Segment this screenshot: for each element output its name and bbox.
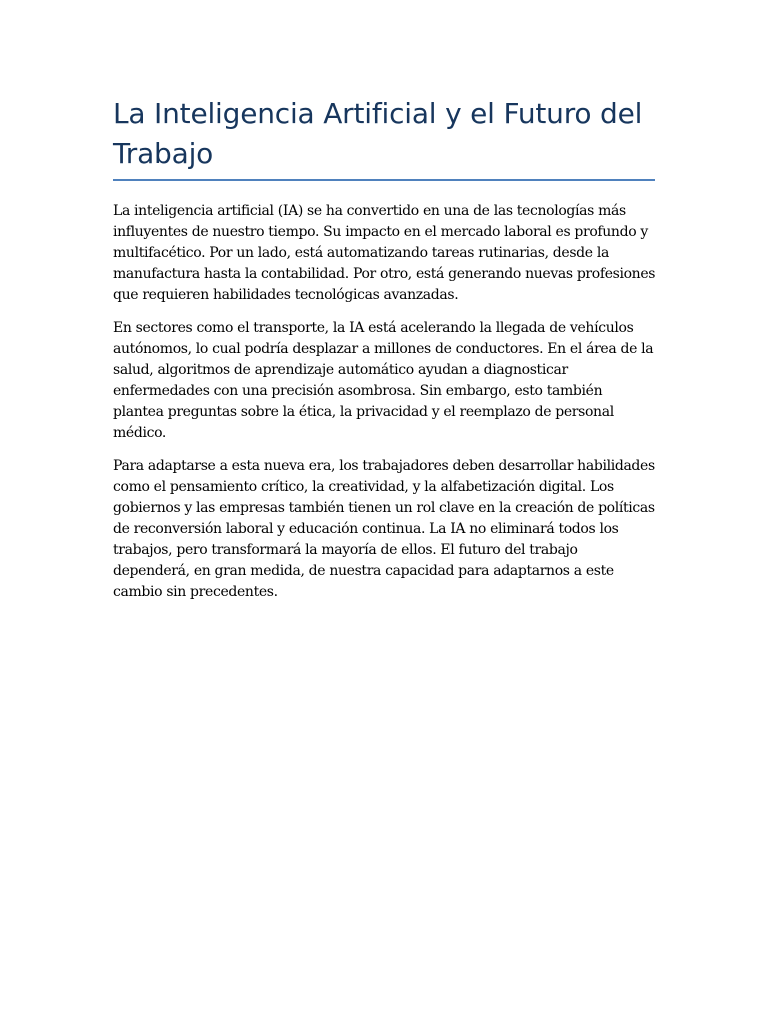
paragraph-2: En sectores como el transporte, la IA está acelerando la llegada de vehículos autónomos, lo cual podría desplazar a millones de conductores. En el área de la salud, algoritmos de aprendizaje automático ayudan a diagnosticar enfermedades con una precisión asombrosa. Sin embargo, esto también plantea preguntas sobre la ética, la privacidad y el reemplazo de personal médico. <box>113 320 654 441</box>
title-underline-rule <box>113 179 655 181</box>
document-body <box>113 201 656 603</box>
document-title: La Inteligencia Artificial y el Futuro del Trabajo <box>113 97 643 170</box>
paragraph-1: La inteligencia artificial (IA) se ha convertido en una de las tecnologías más influyentes de nuestro tiempo. Su impacto en el mercado laboral es profundo y multifacético. Por un lado, está automatizando tareas rutinarias, desde la manufactura hasta la contabilidad. Por otro, está generando nuevas profesiones que requieren habilidades tecnológicas avanzadas. <box>113 203 656 303</box>
paragraph-3: Para adaptarse a esta nueva era, los trabajadores deben desarrollar habilidades como el pensamiento crítico, la creatividad, y la alfabetización digital. Los gobiernos y las empresas también tienen un rol clave en la creación de políticas de reconversión laboral y educación continua. La IA no eliminará todos los trabajos, pero transformará la mayoría de ellos. El futuro del trabajo dependerá, en gran medida, de nuestra capacidad para adaptarnos a este cambio sin precedentes. <box>113 458 655 600</box>
document-content <box>113 94 656 615</box>
